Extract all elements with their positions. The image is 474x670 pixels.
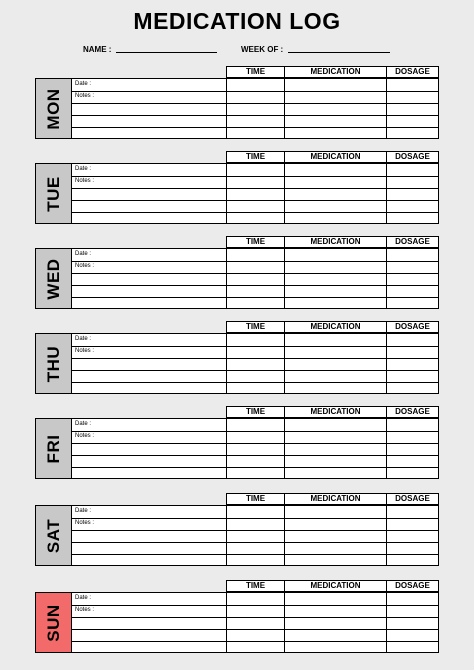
column-header-time: TIME xyxy=(226,236,285,248)
row-divider xyxy=(72,443,438,444)
day-label: MON xyxy=(43,87,63,130)
column-divider xyxy=(284,249,285,308)
day-label: THU xyxy=(43,345,63,382)
day-section-sun xyxy=(35,580,439,653)
date-label: Date : xyxy=(75,81,92,87)
column-header-medication: MEDICATION xyxy=(284,406,387,418)
log-grid[interactable] xyxy=(35,505,439,566)
column-header-medication: MEDICATION xyxy=(284,580,387,592)
day-label-box xyxy=(36,506,72,565)
day-label: TUE xyxy=(43,175,63,212)
column-header-dosage: DOSAGE xyxy=(386,321,439,333)
column-header-dosage: DOSAGE xyxy=(386,66,439,78)
column-header-dosage: DOSAGE xyxy=(386,493,439,505)
notes-label: Notes : xyxy=(75,348,95,354)
notes-label: Notes : xyxy=(75,607,95,613)
date-label: Date : xyxy=(75,336,92,342)
row-divider xyxy=(72,127,438,128)
day-label: WED xyxy=(43,257,63,300)
row-divider xyxy=(72,176,438,177)
column-header-medication: MEDICATION xyxy=(284,493,387,505)
notes-label: Notes : xyxy=(75,433,95,439)
day-section-tue xyxy=(35,151,439,224)
column-divider xyxy=(284,164,285,223)
day-label: FRI xyxy=(43,434,63,463)
page-title: MEDICATION LOG xyxy=(133,8,341,34)
column-divider xyxy=(386,164,387,223)
column-divider xyxy=(386,79,387,138)
day-label-box xyxy=(36,249,72,308)
log-grid[interactable] xyxy=(35,78,439,139)
column-header-time: TIME xyxy=(226,151,285,163)
row-divider xyxy=(72,605,438,606)
row-divider xyxy=(72,200,438,201)
column-header-time: TIME xyxy=(226,406,285,418)
column-divider xyxy=(386,249,387,308)
row-divider xyxy=(72,455,438,456)
column-header-medication: MEDICATION xyxy=(284,151,387,163)
row-divider xyxy=(72,617,438,618)
row-divider xyxy=(72,542,438,543)
column-header-medication: MEDICATION xyxy=(284,66,387,78)
column-divider xyxy=(284,79,285,138)
row-divider xyxy=(72,261,438,262)
notes-label: Notes : xyxy=(75,263,95,269)
day-label: SUN xyxy=(43,603,63,642)
row-divider xyxy=(72,346,438,347)
row-divider xyxy=(72,382,438,383)
notes-label: Notes : xyxy=(75,178,95,184)
row-divider xyxy=(72,431,438,432)
row-divider xyxy=(72,297,438,298)
column-header-time: TIME xyxy=(226,493,285,505)
date-label: Date : xyxy=(75,595,92,601)
row-divider xyxy=(72,370,438,371)
day-section-thu xyxy=(35,321,439,394)
row-divider xyxy=(72,103,438,104)
log-grid[interactable] xyxy=(35,418,439,479)
notes-label: Notes : xyxy=(75,520,95,526)
date-label: Date : xyxy=(75,166,92,172)
day-label: SAT xyxy=(43,518,63,553)
column-divider xyxy=(226,249,227,308)
row-divider xyxy=(72,518,438,519)
day-section-wed xyxy=(35,236,439,309)
row-divider xyxy=(72,530,438,531)
column-header-dosage: DOSAGE xyxy=(386,406,439,418)
week-of-line[interactable] xyxy=(288,52,390,53)
row-divider xyxy=(72,629,438,630)
log-grid[interactable] xyxy=(35,248,439,309)
day-section-fri xyxy=(35,406,439,479)
row-divider xyxy=(72,358,438,359)
day-section-sat xyxy=(35,493,439,566)
column-divider xyxy=(226,164,227,223)
day-label-box xyxy=(36,593,72,652)
column-header-time: TIME xyxy=(226,66,285,78)
column-divider xyxy=(386,419,387,478)
column-divider xyxy=(284,334,285,393)
row-divider xyxy=(72,467,438,468)
column-header-dosage: DOSAGE xyxy=(386,580,439,592)
row-divider xyxy=(72,273,438,274)
day-label-box xyxy=(36,334,72,393)
day-label-box xyxy=(36,164,72,223)
column-divider xyxy=(226,334,227,393)
day-label-box xyxy=(36,419,72,478)
column-divider xyxy=(226,506,227,565)
row-divider xyxy=(72,188,438,189)
column-header-medication: MEDICATION xyxy=(284,236,387,248)
row-divider xyxy=(72,212,438,213)
row-divider xyxy=(72,115,438,116)
column-divider xyxy=(284,593,285,652)
week-of-label: WEEK OF : xyxy=(241,45,284,54)
column-divider xyxy=(386,334,387,393)
row-divider xyxy=(72,285,438,286)
log-grid[interactable] xyxy=(35,333,439,394)
log-grid[interactable] xyxy=(35,592,439,653)
row-divider xyxy=(72,554,438,555)
column-header-dosage: DOSAGE xyxy=(386,236,439,248)
column-divider xyxy=(226,79,227,138)
name-line[interactable] xyxy=(116,52,217,53)
notes-label: Notes : xyxy=(75,93,95,99)
row-divider xyxy=(72,91,438,92)
name-label: NAME : xyxy=(83,45,112,54)
column-divider xyxy=(386,506,387,565)
column-divider xyxy=(226,593,227,652)
day-label-box xyxy=(36,79,72,138)
log-grid[interactable] xyxy=(35,163,439,224)
column-divider xyxy=(226,419,227,478)
row-divider xyxy=(72,641,438,642)
column-divider xyxy=(386,593,387,652)
date-label: Date : xyxy=(75,251,92,257)
column-header-time: TIME xyxy=(226,321,285,333)
date-label: Date : xyxy=(75,508,92,514)
column-header-dosage: DOSAGE xyxy=(386,151,439,163)
day-section-mon xyxy=(35,66,439,139)
date-label: Date : xyxy=(75,421,92,427)
column-divider xyxy=(284,506,285,565)
column-header-time: TIME xyxy=(226,580,285,592)
column-header-medication: MEDICATION xyxy=(284,321,387,333)
column-divider xyxy=(284,419,285,478)
